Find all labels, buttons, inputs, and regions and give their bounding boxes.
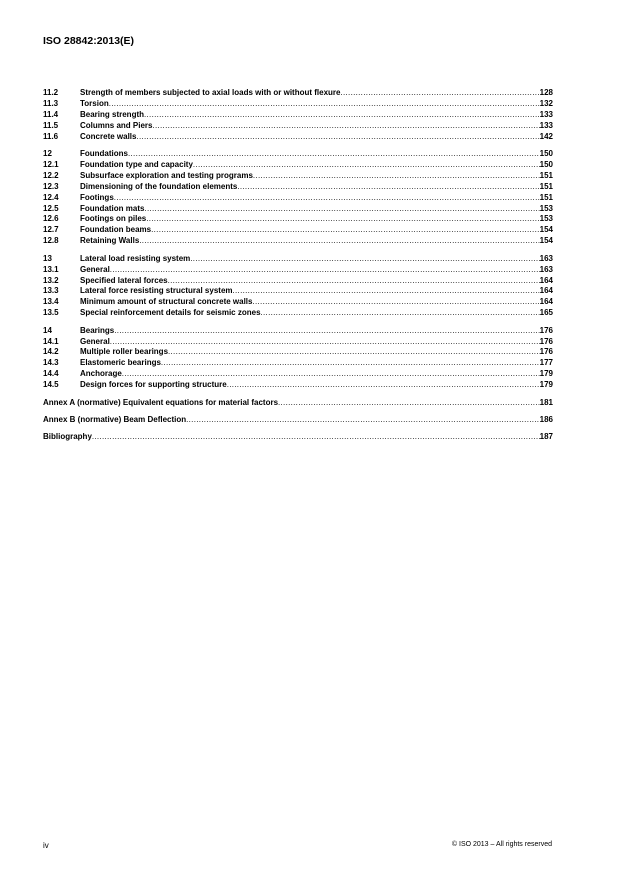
toc-group (43, 254, 553, 319)
toc-annex-group (43, 398, 553, 409)
toc-entry[interactable] (43, 182, 553, 193)
toc-entry-number: 11.6 (43, 131, 59, 141)
toc-leader (151, 225, 540, 236)
toc-entry[interactable] (43, 99, 553, 110)
toc-leader (233, 286, 540, 297)
toc-entry-number: 13 (43, 253, 52, 263)
toc-entry-number: 11.3 (43, 98, 59, 108)
toc-entry-page: 186 (539, 414, 553, 424)
toc-entry-number: 12.6 (43, 214, 59, 224)
toc-leader (227, 380, 540, 391)
toc-leader (146, 214, 539, 225)
toc-bibliography-entry[interactable] (43, 432, 553, 443)
toc-entry-title: Design forces for supporting structure (80, 380, 227, 390)
toc-entry-title: Columns and Piers (80, 120, 153, 130)
toc-leader (152, 121, 539, 132)
toc-entry-page: 176 (539, 336, 553, 346)
toc-entry-title: Minimum amount of structural concrete walls (80, 297, 253, 307)
toc-leader (114, 193, 540, 204)
toc-entry[interactable] (43, 236, 553, 247)
toc-entry-title: Bearings (80, 325, 115, 335)
toc-entry-title: Footings on piles (80, 214, 147, 224)
toc-annex-title: Annex A (normative) Equivalent equations for material factors (43, 397, 279, 407)
toc-entry-page: 164 (539, 286, 553, 296)
toc-entry[interactable] (43, 160, 553, 171)
toc-entry-title: Specified lateral forces (80, 275, 168, 285)
document-id: ISO 28842:2013(E) (43, 35, 135, 47)
toc-group (43, 149, 553, 247)
toc-entry[interactable] (43, 110, 553, 121)
toc-entry[interactable] (43, 337, 553, 348)
toc-entry-number: 14.5 (43, 380, 59, 390)
toc-entry-title: Foundation type and capacity (80, 159, 193, 169)
toc-entry[interactable] (43, 369, 553, 380)
toc-entry-title: Foundations (80, 149, 128, 159)
toc-entry[interactable] (43, 193, 553, 204)
toc-entry-title: Footings (80, 192, 114, 202)
toc-entry-page: 153 (539, 203, 553, 213)
toc-entry-title: Torsion (80, 98, 109, 108)
toc-entry-number: 14.2 (43, 347, 59, 357)
toc-entry-page: 142 (539, 131, 553, 141)
toc-entry-title: General (80, 336, 110, 346)
toc-entry-number: 12.4 (43, 192, 59, 202)
toc-entry-number: 12.8 (43, 236, 59, 246)
toc-entry-number: 14.1 (43, 336, 59, 346)
toc-entry[interactable] (43, 171, 553, 182)
toc-entry-number: 13.5 (43, 308, 59, 318)
toc-entry-title: Retaining Walls (80, 236, 140, 246)
toc-entry-page: 181 (539, 397, 553, 407)
toc-entry-title: Lateral force resisting structural system (80, 286, 233, 296)
toc-entry-page: 176 (539, 325, 553, 335)
toc-leader (110, 337, 540, 348)
toc-entry[interactable] (43, 214, 553, 225)
toc-entry-number: 12.7 (43, 225, 59, 235)
toc-entry[interactable] (43, 204, 553, 215)
toc-leader (144, 110, 540, 121)
toc-bibliography-title: Bibliography (43, 432, 92, 442)
toc-leader (139, 236, 539, 247)
toc-entry-number: 12.1 (43, 159, 59, 169)
toc-entry[interactable] (43, 308, 553, 319)
toc-annex-entry[interactable] (43, 398, 553, 409)
toc-entry-number: 13.4 (43, 297, 59, 307)
toc-bibliography-group (43, 432, 553, 443)
toc-entry-number: 12 (43, 149, 52, 159)
toc-leader (193, 160, 540, 171)
toc-leader (186, 415, 540, 426)
toc-entry[interactable] (43, 132, 553, 143)
toc-entry-title: Subsurface exploration and testing programs (80, 170, 253, 180)
toc-leader (122, 369, 540, 380)
toc-entry-page: 154 (539, 225, 553, 235)
toc-entry[interactable] (43, 276, 553, 287)
toc-entry-page: 154 (539, 236, 553, 246)
toc-entry-title: Strength of members subjected to axial loads with or without flexure (80, 88, 341, 97)
toc-entry-number: 11.4 (43, 109, 59, 119)
toc-leader (261, 308, 540, 319)
toc-leader (161, 358, 540, 369)
toc-entry-title: Dimensioning of the foundation elements (80, 181, 238, 191)
toc-entry-title: Concrete walls (80, 131, 137, 141)
toc-leader (109, 99, 540, 110)
toc-entry[interactable] (43, 225, 553, 236)
copyright-notice: © ISO 2013 – All rights reserved (451, 841, 552, 848)
toc-entry-page: 163 (539, 264, 553, 274)
toc-leader (110, 265, 540, 276)
toc-leader (252, 297, 539, 308)
toc-entry[interactable] (43, 347, 553, 358)
toc-leader (278, 398, 540, 409)
table-of-contents (43, 88, 553, 450)
toc-entry-number: 14 (43, 325, 52, 335)
toc-entry-title: Special reinforcement details for seismic zones (80, 308, 261, 318)
toc-entry-page: 179 (539, 380, 553, 390)
toc-entry-page: 177 (539, 358, 553, 368)
toc-leader (92, 432, 540, 443)
toc-leader (144, 204, 539, 215)
toc-entry-title: General (80, 264, 110, 274)
toc-entry-title: Anchorage (80, 369, 122, 379)
toc-entry[interactable] (43, 121, 553, 132)
toc-entry[interactable] (43, 265, 553, 276)
toc-entry-title: Foundation mats (80, 203, 145, 213)
toc-group (43, 88, 553, 143)
toc-leader (168, 276, 540, 287)
toc-entry[interactable] (43, 88, 553, 99)
toc-entry-page: 164 (539, 275, 553, 285)
toc-entry-title: Multiple roller bearings (80, 347, 169, 357)
toc-entry-page: 153 (539, 214, 553, 224)
toc-entry-number: 12.3 (43, 181, 59, 191)
toc-leader (340, 88, 539, 99)
toc-entry-page: 151 (539, 170, 553, 180)
toc-annex-group (43, 415, 553, 426)
toc-entry-title: Elastomeric bearings (80, 358, 161, 368)
toc-group (43, 326, 553, 391)
toc-entry-number: 13.1 (43, 264, 59, 274)
toc-entry-page: 133 (539, 109, 553, 119)
toc-leader (136, 132, 539, 143)
toc-entry-number: 11.5 (43, 120, 59, 130)
toc-entry[interactable] (43, 326, 553, 337)
toc-entry[interactable] (43, 380, 553, 391)
toc-entry-number: 13.2 (43, 275, 59, 285)
toc-entry-page: 133 (539, 120, 553, 130)
toc-entry-number: 14.4 (43, 369, 59, 379)
toc-entry-page: 164 (539, 297, 553, 307)
toc-entry[interactable] (43, 358, 553, 369)
toc-entry-page: 128 (539, 88, 553, 97)
page-number: iv (43, 841, 49, 850)
toc-entry[interactable] (43, 286, 553, 297)
toc-entry-title: Lateral load resisting system (80, 253, 191, 263)
toc-entry-title: Bearing strength (80, 109, 145, 119)
toc-entry-page: 187 (539, 432, 553, 442)
toc-entry-title: Foundation beams (80, 225, 152, 235)
toc-entry-number: 12.5 (43, 203, 59, 213)
toc-entry-page: 176 (539, 347, 553, 357)
toc-annex-title: Annex B (normative) Beam Deflection (43, 414, 187, 424)
toc-entry[interactable] (43, 297, 553, 308)
toc-leader (168, 347, 540, 358)
toc-entry[interactable] (43, 149, 553, 160)
toc-entry-page: 150 (539, 149, 553, 159)
toc-entry-page: 151 (539, 181, 553, 191)
toc-leader (253, 171, 540, 182)
toc-entry-number: 14.3 (43, 358, 59, 368)
toc-entry-number: 11.2 (43, 88, 59, 97)
toc-leader (190, 254, 539, 265)
toc-entry-page: 165 (539, 308, 553, 318)
toc-entry-number: 12.2 (43, 170, 59, 180)
toc-entry-page: 179 (539, 369, 553, 379)
toc-entry[interactable] (43, 254, 553, 265)
toc-leader (128, 149, 540, 160)
toc-leader (114, 326, 539, 337)
toc-entry-page: 151 (539, 192, 553, 202)
toc-entry-page: 132 (539, 98, 553, 108)
toc-entry-page: 150 (539, 159, 553, 169)
toc-leader (237, 182, 539, 193)
toc-entry-number: 13.3 (43, 286, 59, 296)
toc-annex-entry[interactable] (43, 415, 553, 426)
toc-entry-page: 163 (539, 253, 553, 263)
